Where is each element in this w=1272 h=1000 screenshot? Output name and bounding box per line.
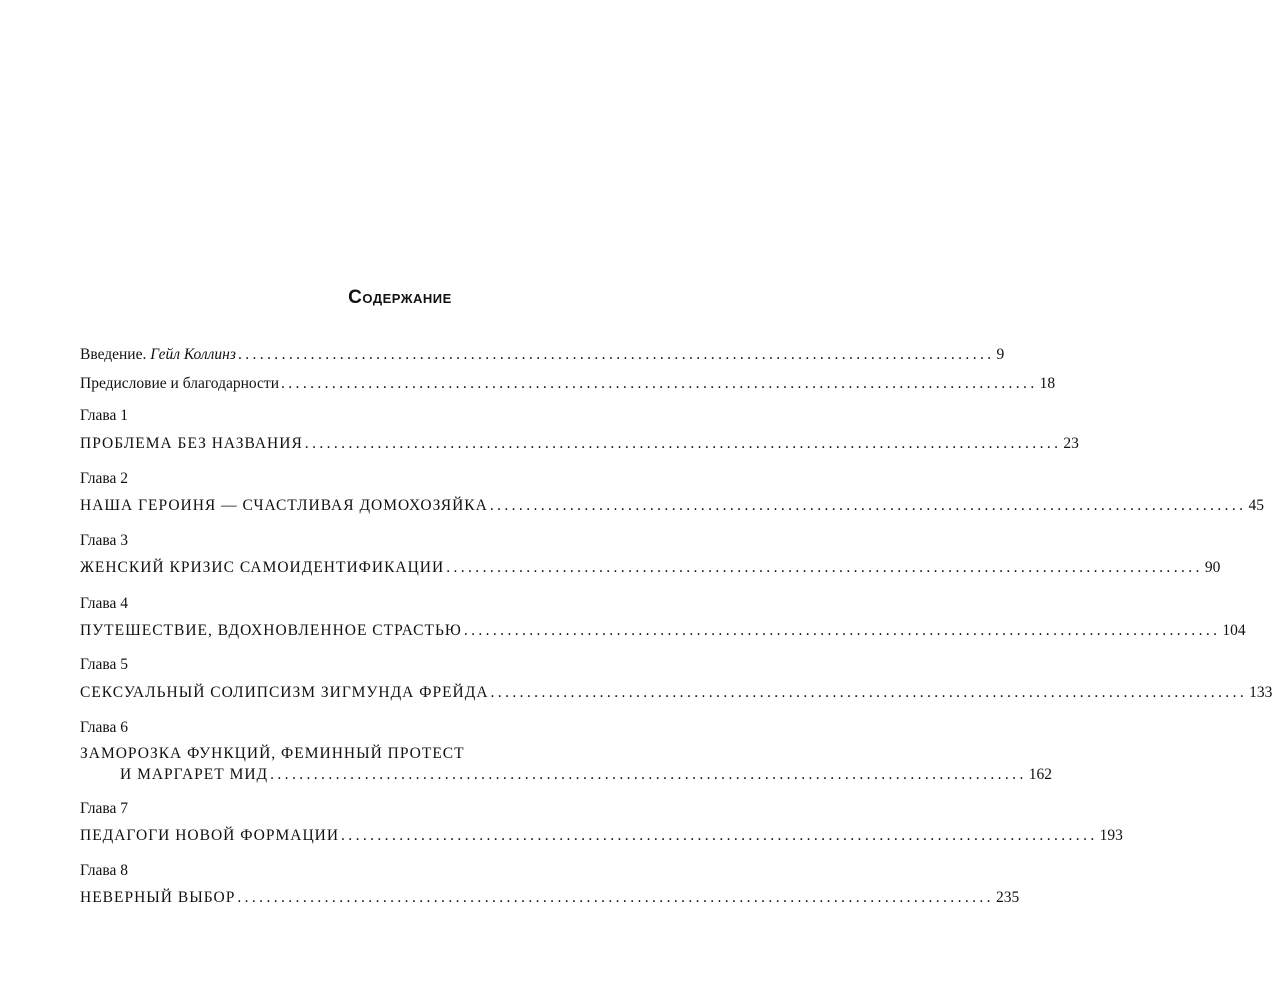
chapter-title: ЗАМОРОЗКА ФУНКЦИЙ, ФЕМИННЫЙ ПРОТЕСТ (80, 745, 465, 762)
page-number: 235 (995, 889, 1020, 906)
toc-entry-label (80, 345, 236, 365)
page-number: 9 (996, 346, 1005, 363)
chapter-label: Глава 2 (80, 470, 129, 487)
chapter-title: ПЕДАГОГИ НОВОЙ ФОРМАЦИИ (80, 827, 340, 844)
dot-leader: ........................................................................................................ (281, 375, 1038, 392)
dot-leader: ........................................................................................................ (463, 622, 1221, 639)
toc-title: Содержание (348, 287, 452, 308)
toc-entry-preface (80, 374, 1056, 394)
chapter-label: Глава 4 (80, 595, 129, 612)
page-number: 104 (1222, 622, 1246, 639)
toc-entry-chapter-5 (80, 683, 1272, 703)
page-number: 90 (1204, 559, 1221, 576)
toc-entry-chapter-7 (80, 826, 1123, 846)
chapter-label: Глава 3 (80, 532, 129, 549)
toc-entry-chapter-2 (80, 496, 1264, 516)
dot-leader: ........................................................................................................ (341, 827, 1098, 844)
chapter-label: Глава 5 (80, 656, 129, 673)
toc-entry-chapter-1 (80, 434, 1079, 454)
dot-leader: ........................................................................................................ (237, 346, 995, 363)
page-number: 23 (1063, 435, 1079, 452)
dot-leader: ........................................................................................................ (446, 559, 1203, 576)
page-number: 18 (1039, 375, 1056, 392)
dot-leader: ........................................................................................................ (270, 766, 1027, 783)
chapter-title-continued: И МАРГАРЕТ МИД (120, 766, 269, 783)
toc-entry-chapter-4 (80, 621, 1246, 641)
chapter-title: ПУТЕШЕСТВИЕ, ВДОХНОВЛЕННОЕ СТРАСТЬЮ (80, 622, 462, 639)
chapter-label: Глава 1 (80, 407, 129, 424)
dot-leader: ........................................................................................................ (490, 684, 1248, 701)
dot-leader: ........................................................................................................ (489, 497, 1247, 514)
chapter-label: Глава 7 (80, 800, 129, 817)
dot-leader: ........................................................................................................ (237, 889, 994, 906)
intro-label: Введение. (80, 346, 151, 363)
page-number: 162 (1028, 766, 1052, 783)
chapter-title: НАША ГЕРОИНЯ — СЧАСТЛИВАЯ ДОМОХОЗЯЙКА (80, 497, 488, 514)
chapter-title: ПРОБЛЕМА БЕЗ НАЗВАНИЯ (80, 435, 303, 452)
page-number: 133 (1249, 684, 1272, 701)
toc-entry-intro (80, 345, 1005, 365)
chapter-title: ЖЕНСКИЙ КРИЗИС САМОИДЕНТИФИКАЦИИ (80, 559, 445, 576)
chapter-label: Глава 8 (80, 862, 129, 879)
page-number: 45 (1248, 497, 1264, 514)
toc-entry-chapter-6-line-2 (120, 765, 1052, 785)
chapter-title: НЕВЕРНЫЙ ВЫБОР (80, 889, 236, 906)
toc-entry-chapter-3 (80, 558, 1221, 578)
toc-entry-chapter-6-line-1 (80, 744, 680, 764)
chapter-title: СЕКСУАЛЬНЫЙ СОЛИПСИЗМ ЗИГМУНДА ФРЕЙДА (80, 684, 489, 701)
page-number: 193 (1099, 827, 1123, 844)
dot-leader: ........................................................................................................ (304, 435, 1062, 452)
toc-entry-chapter-8 (80, 888, 1020, 908)
toc-entry-label: Предисловие и благодарности (80, 375, 279, 392)
chapter-label: Глава 6 (80, 719, 129, 736)
intro-author: Гейл Коллинз (150, 346, 236, 363)
